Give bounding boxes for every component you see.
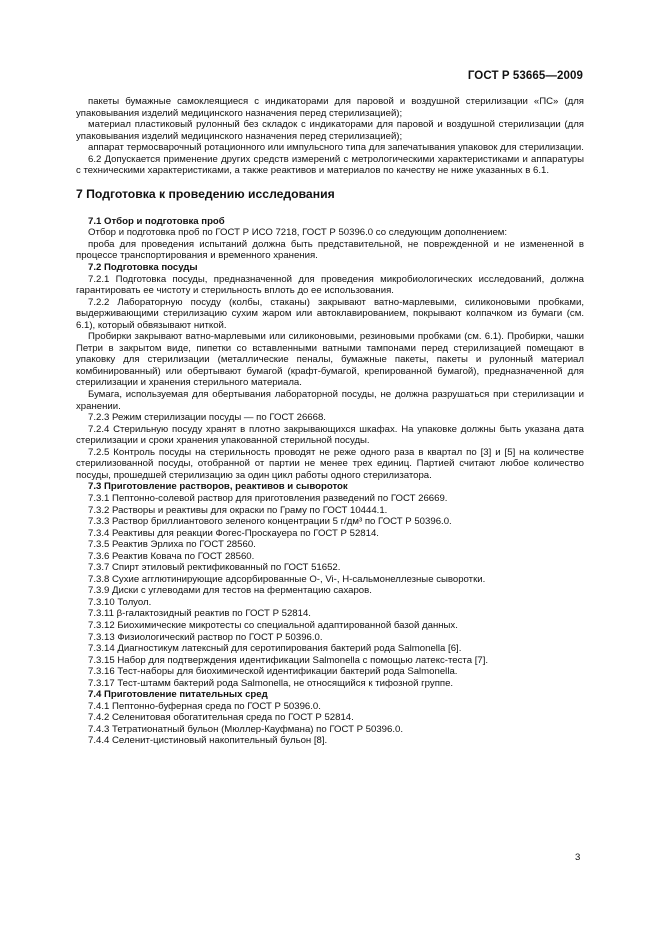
intro-paragraph: 6.2 Допускается применение других средств измерений с метрологическими характеристиками и аппаратуры с техническими характеристиками, а также реактивов и материалов по качеству не ниже указанных в 6.1. bbox=[76, 153, 584, 177]
section-7-2-paragraph: 7.2.4 Стерильную посуду хранят в плотно закрывающихся шкафах. На упаковке должны быть указана дата стерилизации и сроки хранения упакованной стерильной посуды. bbox=[76, 423, 584, 447]
list-item: 7.3.10 Толуол. bbox=[88, 596, 152, 608]
section-7-2-heading: 7.2 Подготовка посуды bbox=[88, 262, 198, 274]
list-item: 7.3.11 β-галактозидный реактив по ГОСТ Р 52814. bbox=[88, 608, 311, 620]
list-item: 7.3.2 Растворы и реактивы для окраски по Граму по ГОСТ 10444.1. bbox=[88, 504, 388, 516]
section-7-2-paragraph: Пробирки закрывают ватно-марлевыми или силиконовыми, резиновыми пробками (см. 6.1). Пробирки, чашки Петри в закрытом виде, пипетки со вставленными ватными тампонами перед стерилизацией помещают в упаковку для стерилизации (металлические пеналы, бумажные пакеты, пакеты и рулонный материал комбинированный) или обертывают бумагой (крафт-бумагой, крепированной бумагой), предназначенной для стерилизации и хранения стерильного материала. bbox=[76, 331, 584, 389]
intro-paragraph: пакеты бумажные самоклеящиеся с индикаторами для паровой и воздушной стерилизации «ПС» (для упаковывания изделий медицинского назначения перед стерилизацией); bbox=[76, 96, 584, 119]
list-item: 7.3.17 Тест-штамм бактерий рода Salmonella, не относящийся к тифозной группе. bbox=[88, 677, 454, 689]
list-item: 7.3.1 Пептонно-солевой раствор для приготовления разведений по ГОСТ 26669. bbox=[88, 492, 448, 504]
section-7-1-heading: 7.1 Отбор и подготовка проб bbox=[88, 215, 225, 227]
section-7-title: 7 Подготовка к проведению исследования bbox=[76, 186, 335, 201]
section-7-2-paragraph: 7.2.3 Режим стерилизации посуды — по ГОСТ 26668. bbox=[88, 412, 326, 424]
list-item: 7.4.1 Пептонно-буферная среда по ГОСТ Р 50396.0. bbox=[88, 700, 321, 712]
list-item: 7.3.14 Диагностикум латексный для серотипирования бактерий рода Salmonella [6]. bbox=[88, 643, 462, 655]
list-item: 7.3.4 Реактивы для реакции Фогес-Проскауера по ГОСТ Р 52814. bbox=[88, 527, 379, 539]
list-item: 7.4.4 Селенит-цистиновый накопительный бульон [8]. bbox=[88, 735, 328, 747]
section-7-2-paragraph: 7.2.5 Контроль посуды на стерильность проводят не реже одного раза в квартал по [3] и [5] на количестве стерилизованной посуды, отобранной от партии не менее трех единиц. Партией считают любое количество посуды, прошедшей стерилизацию за один цикл работы одного стерилизатора. bbox=[76, 446, 584, 481]
list-item: 7.3.16 Тест-наборы для биохимической идентификации бактерий рода Salmonella. bbox=[88, 666, 458, 678]
list-item: 7.3.6 Реактив Ковача по ГОСТ 28560. bbox=[88, 550, 255, 562]
section-7-2-paragraph: 7.2.1 Подготовка посуды, предназначенной для проведения микробиологических исследований, должна гарантировать ее чистоту и стерильность вплоть до ее использования. bbox=[76, 273, 584, 297]
section-7-1-paragraph: проба для проведения испытаний должна быть представительной, не поврежденной и не измененной в процессе транспортирования и временного хранения. bbox=[76, 238, 584, 262]
list-item: 7.3.8 Сухие агглютинирующие адсорбированные О-, Vi-, Н-сальмонеллезные сыворотки. bbox=[88, 573, 486, 585]
list-item: 7.3.15 Набор для подтверждения идентификации Salmonella с помощью латекс-теста [7]. bbox=[88, 654, 489, 666]
document-body bbox=[76, 96, 584, 747]
section-7-2-paragraph: Бумага, используемая для обертывания лабораторной посуды, не должна разрушаться при стерилизации и хранении. bbox=[76, 389, 584, 412]
list-item: 7.3.5 Реактив Эрлиха по ГОСТ 28560. bbox=[88, 539, 256, 551]
list-item: 7.3.12 Биохимические микротесты со специальной адаптированной базой данных. bbox=[88, 619, 458, 631]
list-item: 7.3.3 Раствор бриллиантового зеленого концентрации 5 г/дм³ по ГОСТ Р 50396.0. bbox=[88, 516, 452, 528]
document-header: ГОСТ Р 53665—2009 bbox=[467, 70, 583, 82]
section-7-3-heading: 7.3 Приготовление растворов, реактивов и сывороток bbox=[88, 481, 348, 493]
section-7-4-heading: 7.4 Приготовление питательных сред bbox=[88, 689, 268, 701]
list-item: 7.3.13 Физиологический раствор по ГОСТ Р 50396.0. bbox=[88, 631, 323, 643]
section-7-2-paragraph: 7.2.2 Лабораторную посуду (колбы, стаканы) закрывают ватно-марлевыми, силиконовыми пробками, выдерживающими стерилизацию сухим жаром или автоклавированием, покрывают колпачком из бумаги (см. 6.1), который обвязывают ниткой. bbox=[76, 296, 584, 331]
list-item: 7.4.3 Тетратионатный бульон (Мюллер-Кауфмана) по ГОСТ Р 50396.0. bbox=[88, 723, 403, 735]
list-item: 7.4.2 Селенитовая обогатительная среда по ГОСТ Р 52814. bbox=[88, 712, 354, 724]
page-number: 3 bbox=[575, 852, 581, 863]
intro-paragraph: материал пластиковый рулонный без складок с индикаторами для паровой и воздушной стерилизации (для упаковывания изделий медицинского назначения перед стерилизацией); bbox=[76, 119, 584, 142]
list-item: 7.3.9 Диски с углеводами для тестов на ферментацию сахаров. bbox=[88, 585, 372, 597]
section-7-1-paragraph: Отбор и подготовка проб по ГОСТ Р ИСО 7218, ГОСТ Р 50396.0 со следующим дополнением: bbox=[88, 227, 508, 239]
list-item: 7.3.7 Спирт этиловый ректификованный по ГОСТ 51652. bbox=[88, 562, 341, 574]
intro-paragraph: аппарат термосварочный ротационного или импульсного типа для запечатывания упаковок для стерилизации. bbox=[88, 142, 584, 154]
